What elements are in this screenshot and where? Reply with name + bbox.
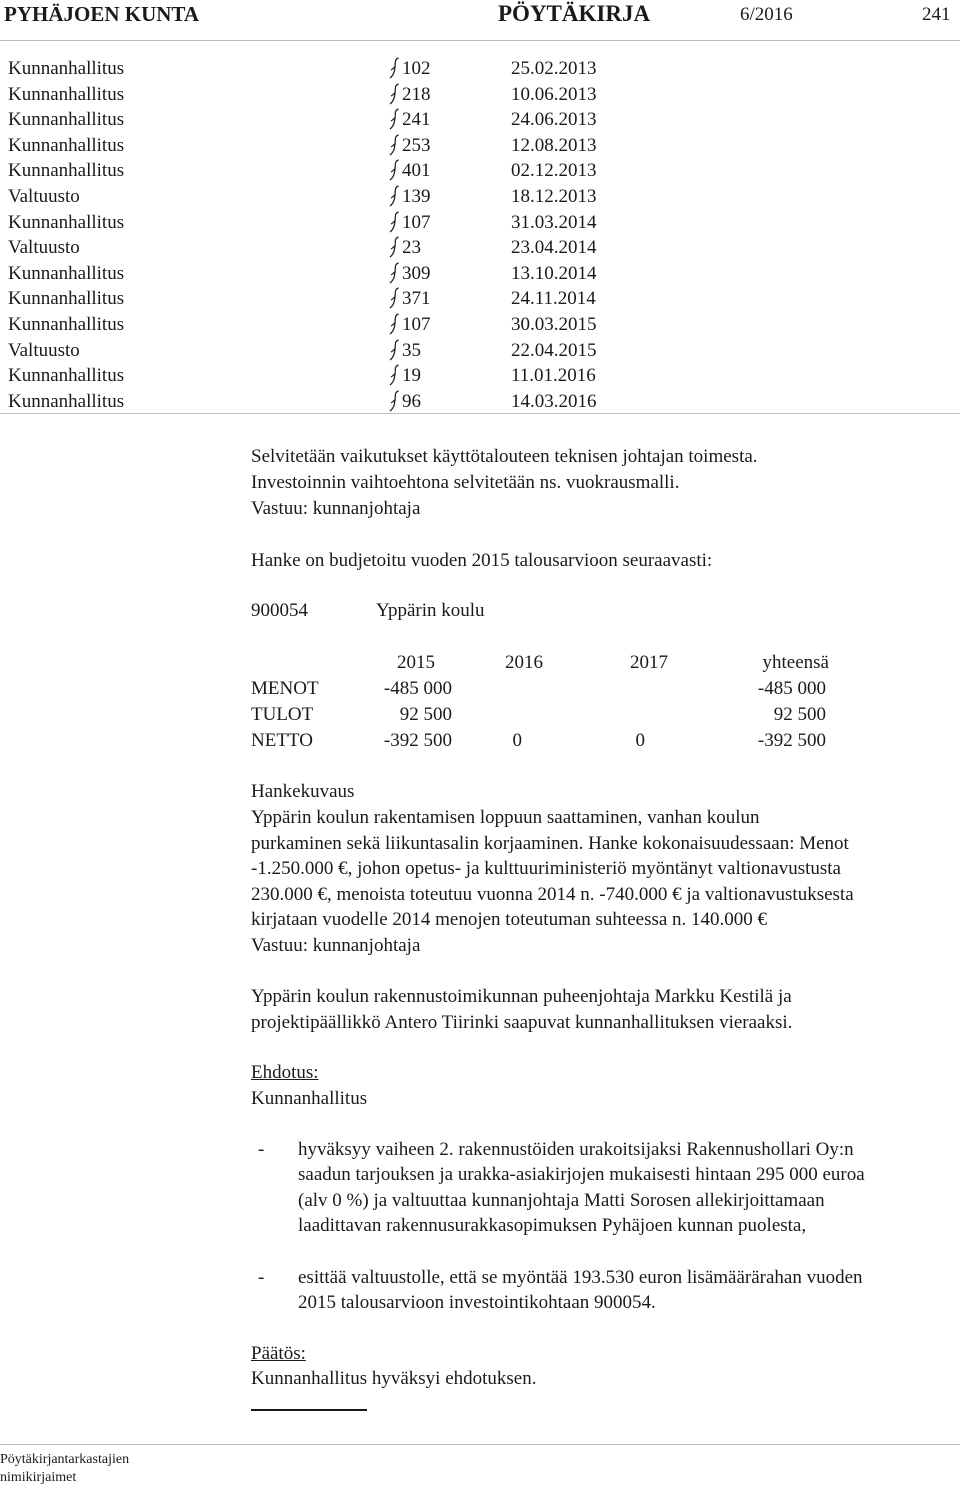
history-row: [8, 363, 948, 389]
history-row: [8, 184, 948, 210]
history-date: 25.02.2013: [511, 58, 597, 79]
cell-netto-2017: 0: [635, 730, 645, 751]
history-row: [8, 338, 948, 364]
history-row: [8, 82, 948, 108]
section-sign-icon: [388, 389, 402, 413]
budget-intro: Hanke on budjetoitu vuoden 2015 talousarvioon seuraavasti:: [251, 550, 713, 571]
col-header-2015: 2015: [397, 652, 435, 673]
history-body: Kunnanhallitus: [8, 288, 125, 310]
section-sign-icon: [388, 107, 402, 131]
section-sign-icon: [388, 82, 402, 106]
proposal-item-line: saadun tarjouksen ja urakka-asiakirjojen mukaisesti hintaan 295 000 euroa: [298, 1164, 865, 1185]
history-body: Valtuusto: [8, 339, 80, 361]
header-rule: [0, 40, 960, 41]
history-date: 24.11.2014: [511, 288, 596, 310]
col-header-2016: 2016: [505, 652, 543, 673]
col-header-2017: 2017: [630, 652, 668, 673]
history-date: 13.10.2014: [511, 262, 597, 284]
decision-heading: Päätös:: [251, 1343, 306, 1364]
cell-tulot-2015: 92 500: [399, 704, 452, 725]
proposal-item-line: (alv 0 %) ja valtuuttaa kunnanjohtaja Matti Sorosen allekirjoittamaan: [298, 1190, 825, 1211]
proposal-subject: Kunnanhallitus: [251, 1088, 368, 1109]
history-date: 22.04.2015: [511, 339, 597, 361]
intro-line: Selvitetään vaikutukset käyttötalouteen teknisen johtajan toimesta.: [251, 446, 758, 467]
row-label-tulot: TULOT: [251, 704, 314, 725]
history-row: [8, 235, 948, 261]
section-sign-icon: [388, 261, 402, 285]
description-line: Yppärin koulun rakentamisen loppuun saattaminen, vanhan koulun: [251, 807, 760, 828]
history-section-number: 371: [402, 288, 431, 310]
history-section-number: 241: [402, 109, 431, 131]
description-heading: Hankekuvaus: [251, 781, 355, 802]
section-sign-icon: [388, 133, 402, 157]
history-section-number: 23: [402, 237, 421, 259]
footer-rule: [0, 1444, 960, 1445]
project-code: 900054: [251, 600, 308, 621]
description-line: -1.250.000 €, johon opetus- ja kulttuuriministeriö myöntänyt valtionavustusta: [251, 858, 841, 879]
description-line: 230.000 €, menoista toteutuu vuonna 2014 n. -740.000 € ja valtionavustuksesta: [251, 884, 854, 905]
history-body: Kunnanhallitus: [8, 262, 125, 284]
history-date: 31.03.2014: [511, 211, 597, 233]
section-sign-icon: [388, 158, 402, 182]
intro-responsible: Vastuu: kunnanjohtaja: [251, 498, 421, 519]
history-date: 02.12.2013: [511, 160, 597, 182]
history-date: 11.01.2016: [511, 365, 596, 387]
history-body: Kunnanhallitus: [8, 83, 125, 105]
history-section-number: 139: [402, 186, 431, 207]
guests-line: Yppärin koulun rakennustoimikunnan puheenjohtaja Markku Kestilä ja: [251, 986, 792, 1007]
history-section-number: 218: [402, 83, 431, 105]
cell-menot-2015: -485 000: [383, 678, 452, 699]
history-row: [8, 107, 948, 133]
description-line: purkaminen sekä liikuntasalin korjaaminen. Hanke kokonaisuudessaan: Menot: [251, 833, 849, 854]
description-line: kirjataan vuodelle 2014 menojen toteutuman suhteessa n. 140.000 €: [251, 909, 768, 930]
section-sign-icon: [388, 286, 402, 310]
history-row: [8, 286, 948, 312]
footer-label: Pöytäkirjantarkastajien: [0, 1452, 130, 1467]
section-sign-icon: [388, 235, 402, 259]
decision-text: Kunnanhallitus hyväksyi ehdotuksen.: [251, 1368, 537, 1389]
history-row: [8, 261, 948, 287]
history-body: Kunnanhallitus: [8, 365, 125, 387]
row-label-menot: MENOT: [251, 678, 319, 699]
history-row: [8, 56, 948, 82]
intro-line: Investoinnin vaihtoehtona selvitetään ns. vuokrausmalli.: [251, 472, 680, 493]
end-rule: [251, 1409, 367, 1411]
history-section-number: 102: [402, 58, 431, 79]
history-body: Kunnanhallitus: [8, 134, 125, 156]
guests-line: projektipäällikkö Antero Tiirinki saapuvat kunnanhallituksen vieraaksi.: [251, 1012, 793, 1033]
row-label-netto: NETTO: [251, 730, 313, 751]
history-body: Kunnanhallitus: [8, 211, 125, 233]
cell-tulot-total: 92 500: [773, 704, 826, 725]
history-row: [8, 133, 948, 159]
document-type: PÖYTÄKIRJA: [498, 1, 651, 26]
proposal-item-line: hyväksyy vaiheen 2. rakennustöiden urakoitsijaksi Rakennushollari Oy:n: [298, 1139, 854, 1160]
history-section-number: 401: [402, 160, 431, 182]
history-body: Kunnanhallitus: [8, 109, 125, 131]
history-date: 14.03.2016: [511, 390, 597, 412]
history-row: [8, 389, 948, 415]
section-sign-icon: [388, 363, 402, 387]
proposal-item-line: laadittavan rakennusurakkasopimuksen Pyhäjoen kunnan puolesta,: [298, 1215, 807, 1236]
proposal-dash: -: [258, 1267, 265, 1288]
cell-menot-total: -485 000: [757, 678, 826, 699]
section-sign-icon: [388, 338, 402, 362]
description-responsible: Vastuu: kunnanjohtaja: [251, 935, 421, 956]
project-name: Yppärin koulu: [376, 600, 485, 621]
history-date: 10.06.2013: [511, 83, 597, 105]
section-sign-icon: [388, 184, 402, 208]
proposal-heading: Ehdotus:: [251, 1062, 319, 1083]
section-sign-icon: [388, 56, 402, 80]
cell-netto-total: -392 500: [757, 730, 826, 751]
page-number: 241: [922, 4, 951, 25]
col-header-total: yhteensä: [762, 652, 829, 673]
section-sign-icon: [388, 210, 402, 234]
issue-number: 6/2016: [740, 4, 793, 25]
history-date: 18.12.2013: [511, 186, 597, 207]
history-date: 30.03.2015: [511, 314, 597, 335]
history-row: [8, 210, 948, 236]
history-row: [8, 312, 948, 338]
history-section-number: 309: [402, 262, 431, 284]
cell-netto-2015: -392 500: [383, 730, 452, 751]
history-row: [8, 158, 948, 184]
history-section-number: 107: [402, 211, 431, 233]
history-body: Kunnanhallitus: [8, 160, 125, 182]
history-date: 23.04.2014: [511, 237, 597, 259]
history-section-number: 19: [402, 365, 421, 387]
history-section-number: 96: [402, 390, 421, 412]
history-body: Valtuusto: [8, 186, 80, 207]
proposal-item-line: esittää valtuustolle, että se myöntää 193.530 euron lisämäärärahan vuoden: [298, 1267, 863, 1288]
cell-netto-2016: 0: [512, 730, 522, 751]
history-body: Kunnanhallitus: [8, 314, 125, 335]
history-body: Kunnanhallitus: [8, 390, 125, 412]
history-body: Kunnanhallitus: [8, 58, 125, 79]
footer-label: nimikirjaimet: [0, 1470, 77, 1485]
section-sign-icon: [388, 312, 402, 336]
history-section-number: 35: [402, 339, 421, 361]
history-rule: [0, 413, 960, 414]
municipality-name: PYHÄJOEN KUNTA: [4, 2, 200, 26]
history-section-number: 253: [402, 134, 431, 156]
proposal-item-line: 2015 talousarvioon investointikohtaan 900054.: [298, 1292, 656, 1313]
history-date: 12.08.2013: [511, 134, 597, 156]
history-body: Valtuusto: [8, 237, 80, 259]
history-date: 24.06.2013: [511, 109, 597, 131]
history-section-number: 107: [402, 314, 431, 335]
proposal-dash: -: [258, 1139, 265, 1160]
